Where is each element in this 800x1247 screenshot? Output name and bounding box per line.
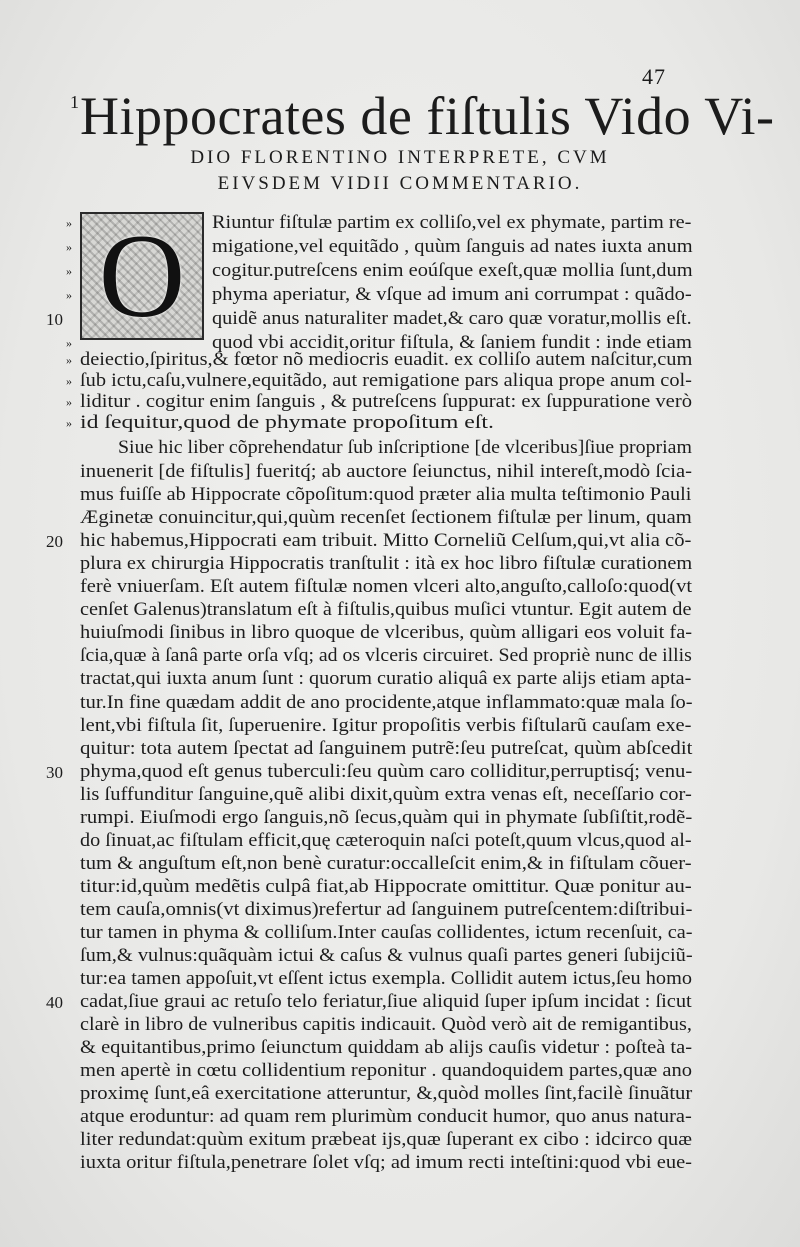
line-number: 30 — [46, 763, 63, 782]
signature-mark: 1 — [70, 92, 79, 112]
quote-mark: » — [66, 353, 72, 367]
line-number: 10 — [46, 310, 63, 329]
subtitle-line-2: EIVSDEM VIDII COMMENTARIO. — [217, 173, 583, 194]
text-line: deiectio,ſpiritus,& fœtor nõ mediocris euadit. ex colliſo autem naſcitur,cum — [80, 349, 693, 370]
text-line: proximę ſunt,eâ exercitatione atteruntur, &,quòd molles ſint,facilè ſinuãtur — [80, 1083, 693, 1104]
text-line: ferè vniuerſam. Eſt autem fiſtulæ nomen vlceri alto,anguſto,calloſo:quod(vt — [80, 576, 693, 597]
text-line: migatione,vel equitãdo , quùm ſanguis ad nates iuxta anum — [212, 236, 693, 257]
text-line: phyma,quod eſt genus tuberculi:ſeu quùm caro colliditur,perruptisq́; venu- — [80, 761, 693, 782]
page-title: Hippocrates de fiſtulis Vido Vi- — [80, 86, 775, 146]
text-line: atque eroduntur: ad quam rem plurimùm conducit humor, quo anus natura- — [80, 1106, 692, 1127]
text-line: Siue hic liber cõprehendatur ſub inſcriptione [de vlceribus]ſiue propriam — [118, 437, 692, 458]
text-line: iuxta oritur fiſtula,penetrare ſolet vſq; ad imum recti inteſtini:quod vbi eue- — [80, 1152, 693, 1173]
quote-mark: » — [66, 216, 72, 230]
text-line: men apertè in cœtu collidentium reponitur . quandoquidem partes,quæ ano — [80, 1060, 693, 1081]
text-line: tum & anguſtum eſt,non benè curatur:occalleſcit enim,& in fiſtulam cõuer- — [80, 853, 692, 874]
quote-mark: » — [66, 395, 72, 409]
text-line: quod vbi accidit,oritur fiſtula, & ſaniem fundit : inde etiam — [212, 332, 692, 353]
text-line: phyma aperiatur, & vſque ad imum ani corrumpat : quãdo- — [212, 284, 692, 305]
text-line: clarè in libro de vulneribus capitis indicauit. Quòd verò ait de remigantibus, — [80, 1014, 692, 1035]
quote-mark: » — [66, 416, 72, 430]
text-line: id ſequitur,quod de phymate propoſitum eſt. — [80, 412, 494, 433]
text-line: ſub ictu,caſu,vulnere,equitãdo, aut remigatione pars aliqua prope anum col- — [80, 370, 692, 391]
initial-letter: O — [98, 209, 186, 342]
text-line: & equitantibus,primo ſeiunctum quiddam ab alijs cauſis videtur : poſteà ta- — [80, 1037, 693, 1058]
text-line: Riuntur fiſtulæ partim ex colliſo,vel ex phymate, partim re- — [212, 212, 692, 233]
text-line: do ſinuat,ac fiſtulam efficit,quę cæteroquin naſci poteſt,quum vlcus,quod al- — [80, 830, 692, 851]
page-number: 47 — [642, 64, 666, 89]
text-line: tur tamen in phyma & colliſum.Inter cauſas collidentes, ictum recenſuit, ca- — [80, 922, 693, 943]
text-line: inuenerit [de fiſtulis] fueritq́; ab auctore ſeiunctus, nihil intereſt,modò ſcia- — [80, 461, 692, 482]
text-line: tur.In fine quædam addit de ano procidente,atque inflammato:quæ mala ſo- — [80, 692, 693, 713]
text-line: cenſet Galenus)translatum eſt à fiſtulis,quibus muſici vtuntur. Egit autem de — [80, 599, 692, 620]
quote-mark: » — [66, 288, 72, 302]
quote-mark: » — [66, 240, 72, 254]
subtitle-line-1: DIO FLORENTINO INTERPRETE, CVM — [190, 147, 610, 168]
text-line: tractat,qui iuxta anum ſunt : quorum curatio aliquâ ex parte alijs etiam apta- — [80, 668, 692, 689]
line-number: 40 — [46, 993, 63, 1012]
text-line: titur:id,quùm medẽtis culpâ fiat,ab Hippocrate omittitur. Quæ ponitur au- — [80, 876, 692, 897]
quote-mark: » — [66, 374, 72, 388]
text-line: rumpi. Eiuſmodi ergo ſanguis,nõ ſecus,quàm qui in phymate ſubſiſtit,rodẽ- — [80, 807, 693, 828]
text-line: tem cauſa,omnis(vt diximus)refertur ad ſanguinem putreſcentem:diſtribui- — [80, 899, 693, 920]
text-line: Æginetæ conuincitur,qui,quùm recenſet ſectionem fiſtulæ per linum, quam — [80, 507, 692, 528]
text-line: cogitur.putreſcens enim eoúſque exeſt,quæ mollia ſunt,dum — [212, 260, 693, 281]
quote-mark: » — [66, 336, 72, 350]
text-line: hic habemus,Hippocrati eam tribuit. Mitto Corneliũ Celſum,qui,vt alia cõ- — [80, 530, 692, 551]
decorated-initial — [80, 209, 204, 342]
quote-mark: » — [66, 264, 72, 278]
text-line: ſum,& vulnus:quãquàm ictui & caſus & vulnus quaſi partes generi ſubijciũ- — [80, 945, 693, 966]
text-line: cadat,ſiue graui ac retuſo telo feriatur,ſiue aliquid ſuper ipſum incidat : ſicut — [80, 991, 692, 1012]
text-line: plura ex chirurgia Hippocratis tranſtulit : ità ex hoc libro fiſtulæ curationem — [80, 553, 693, 574]
line-number: 20 — [46, 532, 63, 551]
text-line: tur:ea tamen appoſuit,vt eſſent ictus exempla. Collidit autem ictus,ſeu homo — [80, 968, 693, 989]
text-line: lis ſuffunditur ſanguine,quẽ alibi dixit,quùm extra venas eſt, neceſſario cor- — [80, 784, 692, 805]
text-line: liter redundat:quùm exitum præbeat ijs,quæ ſuperant ex cibo : idcirco quæ — [80, 1129, 692, 1150]
text-line: huiuſmodi ſinibus in libro quoque de vlceribus, quùm alligari eos voluit fa- — [80, 622, 693, 643]
text-line: lent,vbi fiſtula ſit, ſuperuenire. Igitur propoſitis verbis fiſtularũ cauſam exe- — [80, 715, 692, 736]
text-line: liditur . cogitur enim ſanguis , & putreſcens ſuppurat: ex ſuppuratione verò — [80, 391, 693, 412]
text-line: mus fuiſſe ab Hippocrate cõpoſitum:quod præter alia multa teſtimonio Pauli — [80, 484, 692, 505]
text-line: ſcia,quæ à ſanâ parte orſa vſq; ad os vlceris circuiret. Sed propriè nunc de illis — [80, 645, 692, 666]
text-line: quidẽ anus naturaliter madet,& caro quæ voratur,mollis eſt. — [212, 308, 692, 329]
text-line: quitur: tota autem ſpectat ad ſanguinem putrẽ:ſeu putreſcat, quùm abſcedit — [80, 738, 693, 759]
